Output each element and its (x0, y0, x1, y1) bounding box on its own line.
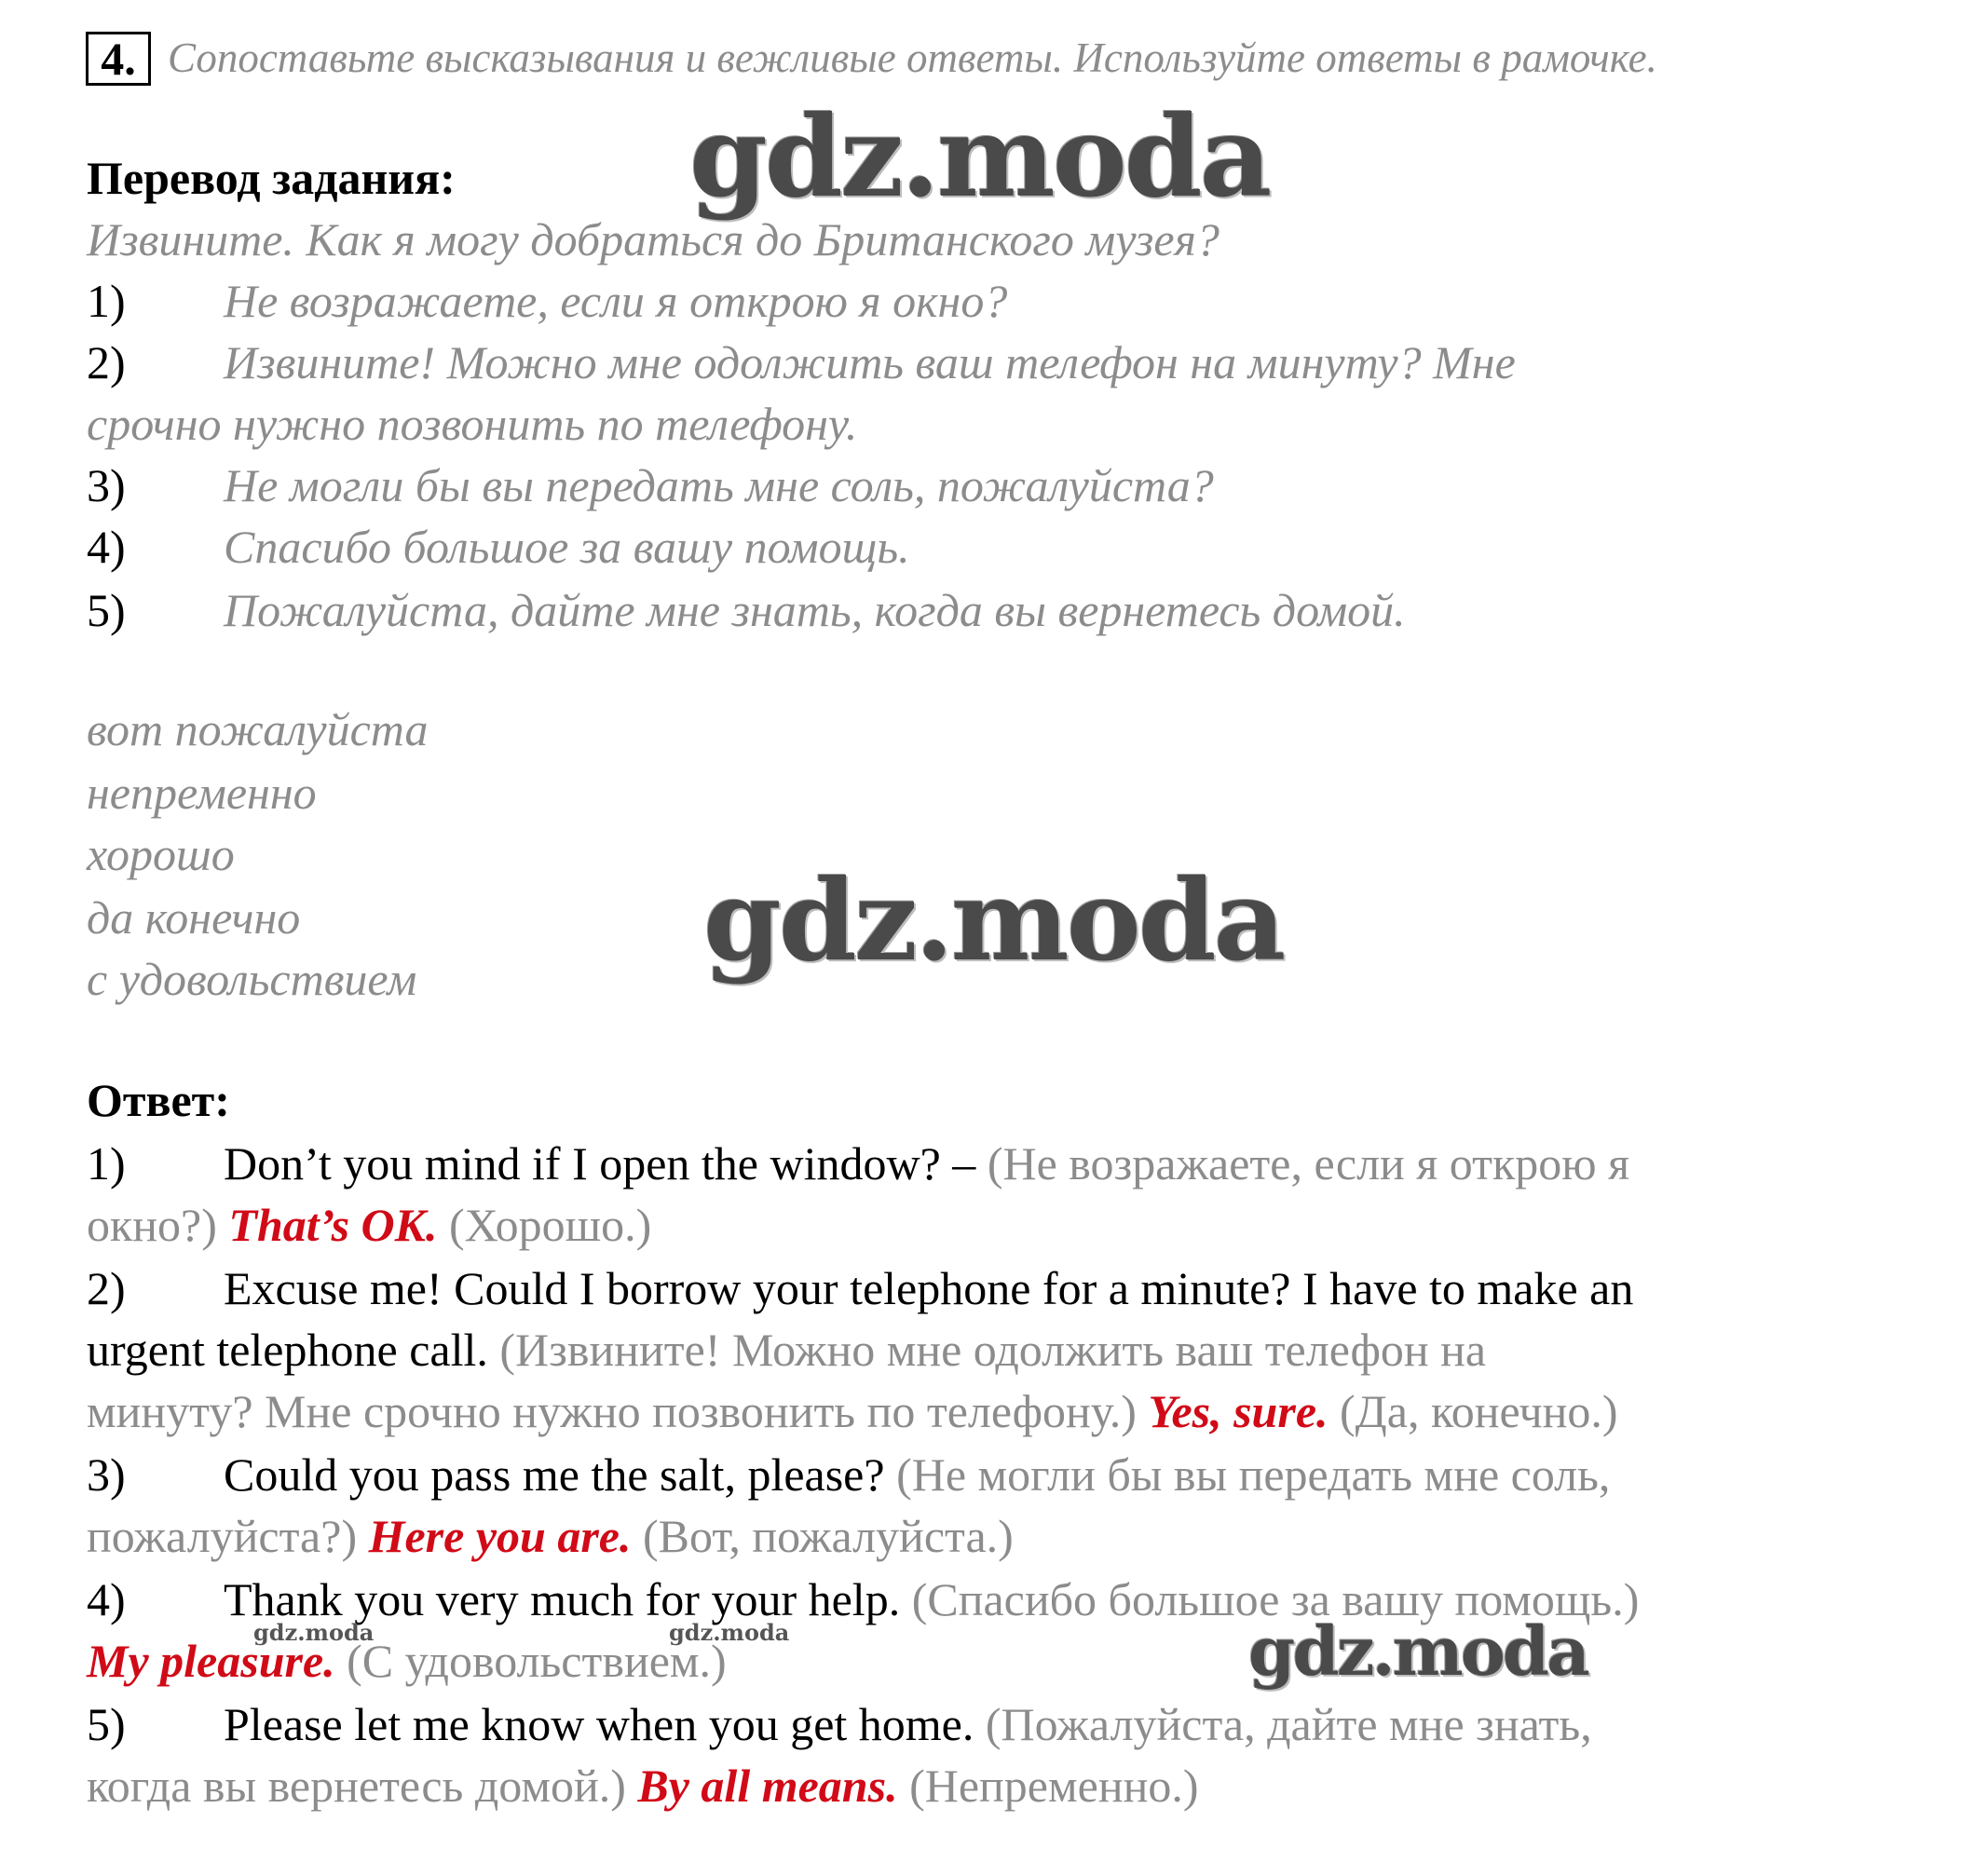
answer-english: Don’t you mind if I open the window? – (224, 1137, 976, 1189)
answer-russian: окно?) (87, 1199, 217, 1251)
answer-item-line (87, 1632, 727, 1690)
task-number: 4. (86, 32, 151, 86)
answer-english: urgent telephone call. (87, 1324, 488, 1376)
translation-item-text: Пожалуйста, дайте мне знать, когда вы вернетесь домой. (224, 584, 1406, 636)
answer-reply: Here you are. (368, 1510, 632, 1562)
answer-russian: (Не возражаете, если я открою я (987, 1137, 1630, 1189)
answer-item-number: 2) (87, 1262, 126, 1314)
answer-item-number: 3) (87, 1448, 126, 1501)
answer-english: Excuse me! Could I borrow your telephone for a minute? I have to make an (224, 1262, 1634, 1314)
watermark-logo: gdz.moda (669, 1619, 790, 1646)
answer-russian: (Не могли бы вы передать мне соль, (896, 1448, 1611, 1501)
translation-item-text: Не могли бы вы передать мне соль, пожалуйста? (224, 459, 1214, 511)
box-word: вот пожалуйста (87, 703, 429, 755)
watermark-logo: gdz.moda (703, 855, 1284, 986)
answer-reply-translation: (Непременно.) (909, 1760, 1199, 1812)
translation-heading: Перевод задания: (87, 152, 456, 204)
answer-item-line (87, 1196, 651, 1254)
answer-reply: Yes, sure. (1148, 1385, 1328, 1437)
translation-intro: Извините. Как я могу добраться до Британского музея? (87, 213, 1219, 265)
translation-item-text: Спасибо большое за вашу помощь. (224, 521, 910, 573)
answer-english: Could you pass me the salt, please? (224, 1448, 885, 1501)
translation-item-text: Не возражаете, если я открою я окно? (224, 275, 1008, 327)
translation-item-number: 1) (87, 275, 126, 327)
box-word: с удовольствием (87, 953, 417, 1005)
task-instruction: Сопоставьте высказывания и вежливые ответы. Используйте ответы в рамочке. (168, 34, 1657, 81)
translation-item-number: 3) (87, 459, 126, 511)
box-word: непременно (87, 767, 317, 819)
answer-item-line (87, 1382, 1618, 1440)
answer-item-number: 1) (87, 1137, 126, 1189)
answer-item-line (87, 1321, 1486, 1379)
translation-item-number: 2) (87, 336, 126, 388)
answer-reply-translation: (Да, конечно.) (1340, 1385, 1618, 1437)
answer-item-number: 5) (87, 1698, 126, 1750)
watermark-logo: gdz.moda (253, 1619, 375, 1646)
answer-item-line (224, 1135, 1629, 1192)
watermark-logo: gdz.moda (689, 91, 1270, 223)
box-word: да конечно (87, 891, 301, 944)
answer-reply: By all means. (637, 1760, 898, 1812)
answer-item-line (87, 1757, 1198, 1815)
answer-item-line (224, 1695, 1592, 1753)
answer-russian: (Пожалуйста, дайте мне знать, (985, 1698, 1592, 1750)
answer-reply: That’s OK. (228, 1199, 438, 1251)
translation-item-number: 4) (87, 521, 126, 573)
answer-russian: (Спасибо большое за вашу помощь.) (911, 1573, 1640, 1625)
answer-english: Please let me know when you get home. (224, 1698, 974, 1750)
box-word: хорошо (87, 828, 235, 880)
translation-item-number: 5) (87, 584, 126, 636)
answer-reply-translation: (Хорошо.) (449, 1199, 652, 1251)
answer-english: Thank you very much for your help. (224, 1573, 901, 1625)
answer-russian: пожалуйста?) (87, 1510, 358, 1562)
answer-russian: (Извините! Можно мне одолжить ваш телефон на (499, 1324, 1487, 1376)
answer-reply: My pleasure. (87, 1635, 335, 1687)
answer-reply-translation: (С удовольствием.) (347, 1635, 727, 1687)
translation-item-text: Извините! Можно мне одолжить ваш телефон на минуту? Мне (224, 336, 1516, 388)
answer-heading: Ответ: (87, 1074, 230, 1126)
answer-russian: когда вы вернетесь домой.) (87, 1760, 626, 1812)
translation-item-continuation: срочно нужно позвонить по телефону. (87, 398, 858, 450)
answer-reply-translation: (Вот, пожалуйста.) (642, 1510, 1014, 1562)
answer-item-number: 4) (87, 1573, 126, 1625)
answer-russian: минуту? Мне срочно нужно позвонить по телефону.) (87, 1385, 1137, 1437)
watermark-logo: gdz.moda (1248, 1611, 1587, 1691)
answer-item-line (87, 1507, 1014, 1565)
answer-item-line (224, 1446, 1610, 1503)
